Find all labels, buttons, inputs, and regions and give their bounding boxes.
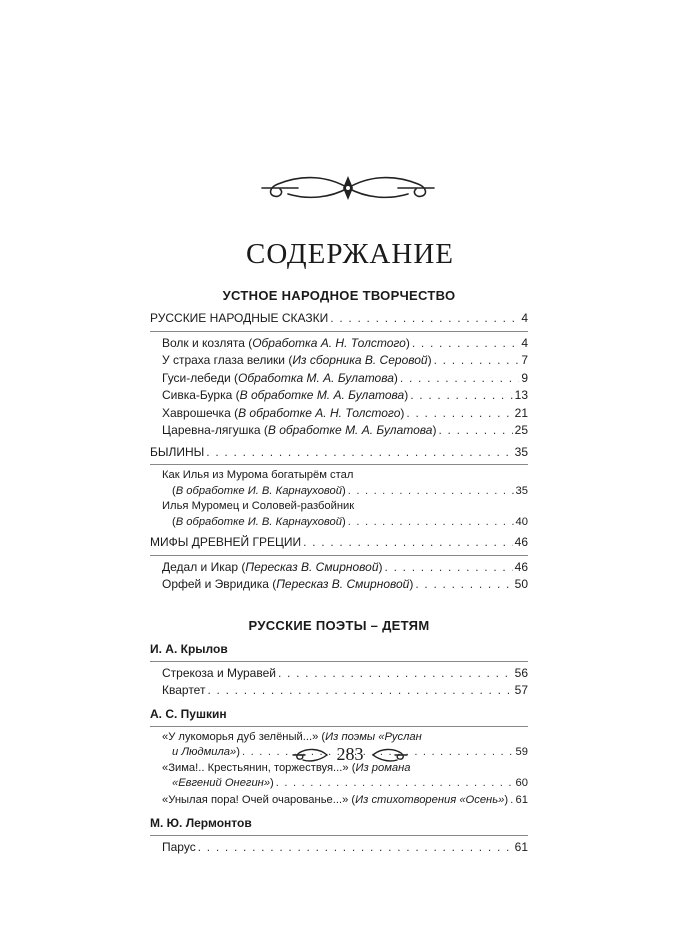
page-title: СОДЕРЖАНИЕ <box>246 238 454 270</box>
toc-entry[interactable]: Дедал и Икар ( Пересказ В. Смирновой ) . . . 46 <box>150 559 528 577</box>
page-number: 283 <box>336 744 364 764</box>
toc-page-number: 35 <box>515 484 528 497</box>
toc-entry-note: В обработке И. В. Карнауховой <box>175 484 342 497</box>
toc-page-number: 46 <box>514 535 528 549</box>
toc-page-number: 59 <box>515 746 528 758</box>
leader-dots <box>406 405 512 423</box>
toc-entry[interactable]: Хаврошечка ( В обработке А. Н. Толстого ) . . . 21 <box>150 405 528 423</box>
page-footer <box>0 744 700 765</box>
toc-entry[interactable]: «Зима!.. Крестьянин, торжествуя...» (Из романа «Евгений Онегин» ) . . . 60 <box>150 761 528 792</box>
table-of-contents <box>150 282 528 857</box>
toc-entry[interactable]: Как Илья из Мурома богатырём стал ( В обработке И. В. Карнауховой ) . . . 35 <box>150 468 528 499</box>
toc-group-byliny <box>150 444 528 531</box>
leader-dots <box>412 335 519 353</box>
toc-page-number: 13 <box>514 388 528 402</box>
toc-entry-title: Волк и козлята ( <box>162 335 253 350</box>
toc-page-number: 9 <box>521 370 528 385</box>
leader-dots <box>303 534 513 552</box>
divider <box>150 331 528 332</box>
toc-page-number: 61 <box>515 793 528 806</box>
toc-entry-title: Хаврошечка ( <box>162 405 239 420</box>
toc-entry-title: Царевна-лягушка ( <box>162 423 268 437</box>
toc-group-tales <box>150 310 528 440</box>
toc-entry-title: Дедал и Икар ( <box>162 559 246 574</box>
toc-entry-title: МИФЫ ДРЕВНЕЙ ГРЕЦИИ <box>150 535 302 549</box>
toc-entry[interactable] <box>150 444 528 462</box>
toc-page-number: 61 <box>514 840 528 854</box>
toc-entry[interactable]: Волк и козлята ( Обработка А. Н. Толстого ) . . . 4 <box>150 335 528 353</box>
toc-entry[interactable]: Гуси-лебеди ( Обработка М. А. Булатова ) . . . 9 <box>150 370 528 388</box>
toc-page-number: 21 <box>514 405 528 420</box>
toc-entry-title: БЫЛИНЫ <box>150 444 205 459</box>
toc-entry[interactable]: Орфей и Эвридика ( Пересказ В. Смирновой ) . . . 50 <box>150 576 528 594</box>
toc-entry[interactable] <box>150 534 528 552</box>
leader-dots <box>348 515 514 531</box>
toc-entry-note: Пересказ В. Смирновой <box>276 577 410 591</box>
toc-entry[interactable] <box>150 839 528 857</box>
toc-entry[interactable] <box>150 310 528 328</box>
toc-entry-title: Парус <box>162 840 196 854</box>
toc-entry-title: Гуси-лебеди ( <box>162 370 238 385</box>
toc-entry-note: Из поэмы «Руслан <box>325 730 422 743</box>
leader-dots <box>438 422 512 440</box>
toc-page-number: 56 <box>514 665 528 680</box>
toc-entry-title: Орфей и Эвридика ( <box>162 577 277 591</box>
leader-dots <box>276 776 514 792</box>
toc-entry-note: и Людмила» <box>172 746 237 758</box>
leader-dots <box>206 444 512 462</box>
toc-entry-note: Из романа <box>355 761 411 774</box>
toc-page-number: 25 <box>514 423 528 437</box>
author-name: М. Ю. Лермонтов <box>150 816 252 830</box>
toc-entry-note: В обработке А. Н. Толстого <box>238 405 401 420</box>
toc-entry-title: Илья Муромец и Соловей-разбойник <box>162 500 355 512</box>
divider <box>150 464 528 465</box>
leader-dots <box>400 370 519 388</box>
toc-page-number: 4 <box>521 335 528 350</box>
toc-entry-note: В обработке И. В. Карнауховой <box>175 515 342 528</box>
leader-dots <box>510 792 513 810</box>
toc-entry[interactable]: Царевна-лягушка ( В обработке М. А. Булатова ) . . . 25 <box>150 422 528 440</box>
toc-entry-title: РУССКИЕ НАРОДНЫЕ СКАЗКИ <box>150 311 329 325</box>
leader-dots <box>207 682 512 700</box>
leader-dots <box>198 839 513 857</box>
toc-entry-title: «У лукоморья дуб зелёный...» ( <box>162 730 326 743</box>
divider <box>150 835 528 836</box>
toc-page-number: 50 <box>514 577 528 591</box>
toc-entry[interactable] <box>150 682 528 700</box>
leader-dots <box>330 310 519 328</box>
author-name: И. А. Крылов <box>150 641 228 656</box>
toc-entry-note: Обработка А. Н. Толстого <box>252 335 406 350</box>
toc-page-number: 40 <box>515 515 528 528</box>
toc-entry-title: Сивка-Бурка ( <box>162 388 240 402</box>
toc-entry[interactable]: У страха глаза велики ( Из сборника В. Серовой ) . . . 7 <box>150 352 528 370</box>
toc-entry-title: «Унылая пора! Очей очарованье...» ( <box>162 793 356 806</box>
toc-entry-note: Пересказ В. Смирновой <box>245 559 379 574</box>
toc-entry-note: Из сборника В. Серовой <box>292 353 428 367</box>
section-title-poets: РУССКИЕ ПОЭТЫ – ДЕТЯМ <box>248 617 430 633</box>
section-title-folk: УСТНОЕ НАРОДНОЕ ТВОРЧЕСТВО <box>222 288 456 303</box>
toc-page-number: 46 <box>514 559 528 574</box>
left-flourish-icon <box>291 745 329 765</box>
divider <box>150 726 528 727</box>
toc-entry-title: Как Илья из Мурома богатырём стал <box>162 469 354 481</box>
right-flourish-icon <box>371 745 409 765</box>
toc-entry-title: «Зима!.. Крестьянин, торжествуя...» ( <box>162 761 356 774</box>
divider <box>150 555 528 556</box>
toc-page-number: 4 <box>521 311 528 325</box>
leader-dots <box>385 559 513 577</box>
toc-entry-title: Стрекоза и Муравей <box>162 665 276 680</box>
author-name: А. С. Пушкин <box>150 706 227 721</box>
toc-page-number: 35 <box>514 444 528 459</box>
toc-entry-note: «Евгений Онегин» <box>172 777 271 789</box>
toc-group-myths <box>150 534 528 594</box>
toc-entry[interactable]: Сивка-Бурка ( В обработке М. А. Булатова ) . . . 13 <box>150 387 528 405</box>
flourish-ornament-icon <box>258 168 438 208</box>
leader-dots <box>278 665 513 683</box>
toc-entry-note: В обработке М. А. Булатова <box>239 388 405 402</box>
leader-dots <box>348 484 514 500</box>
toc-entry-title: Квартет <box>162 683 206 697</box>
divider <box>150 661 528 662</box>
leader-dots <box>415 576 512 594</box>
leader-dots <box>410 387 512 405</box>
toc-page-number: 60 <box>515 777 528 789</box>
toc-entry-note: Из стихотворения «Осень» <box>355 793 505 806</box>
toc-entry-title: У страха глаза велики ( <box>162 353 293 367</box>
leader-dots <box>434 352 520 370</box>
toc-page-number: 7 <box>521 353 528 367</box>
toc-entry[interactable]: «Унылая пора! Очей очарованье...» ( Из стихотворения «Осень» ) . . . 61 <box>150 792 528 810</box>
toc-entry[interactable]: Илья Муромец и Соловей-разбойник ( В обработке И. В. Карнауховой ) . . . 40 <box>150 499 528 530</box>
toc-entry-note: Обработка М. А. Булатова <box>237 370 394 385</box>
toc-entry[interactable]: «У лукоморья дуб зелёный...» (Из поэмы «Руслан и Людмила» ) . . . 59 <box>150 730 528 761</box>
toc-page-number: 57 <box>514 683 528 697</box>
toc-entry-note: В обработке М. А. Булатова <box>267 423 433 437</box>
toc-entry[interactable] <box>150 665 528 683</box>
